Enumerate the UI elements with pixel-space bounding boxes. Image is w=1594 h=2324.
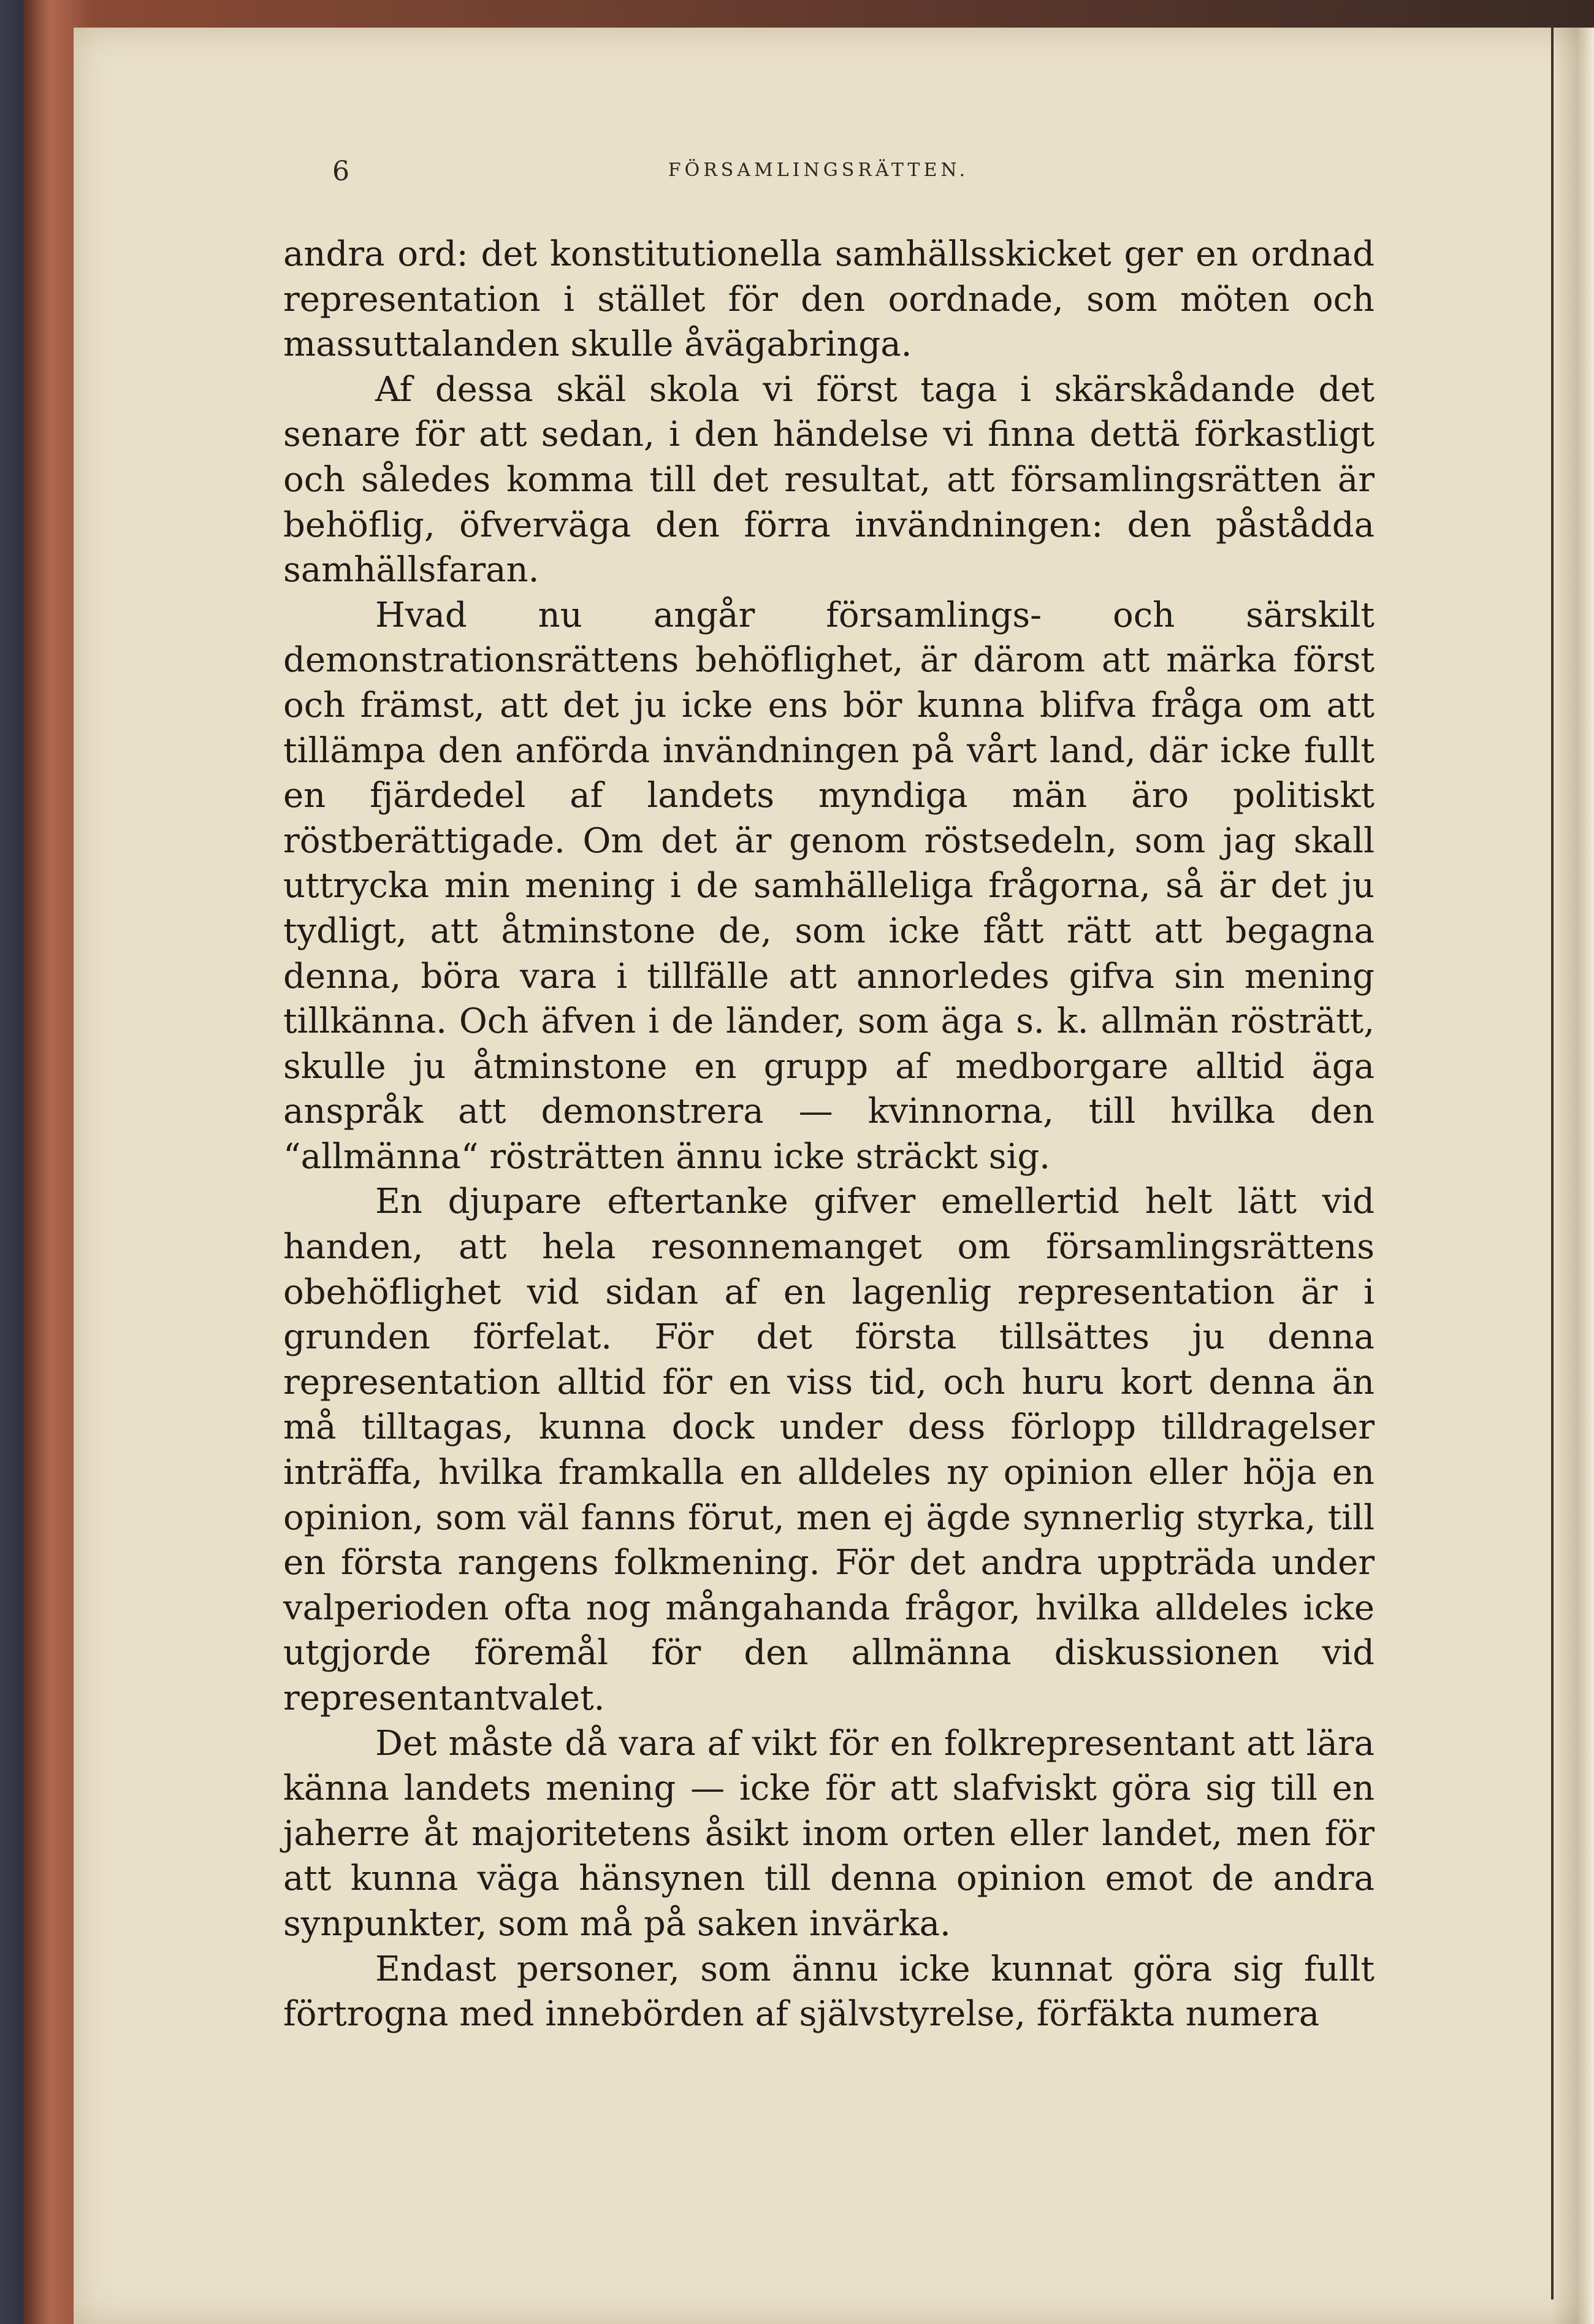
paragraph: Af dessa skäl skola vi först taga i skärskådande det senare för att sedan, i den händelse vi finna dettä förkastligt och således komma till det resultat, att församlingsrätten är behöflig, öfverväga den förra invändningen: den påstådda samhällsfaran. xyxy=(283,369,1375,591)
paragraph: Endast personer, som ännu icke kunnat göra sig fullt förtrogna med innebörden af självstyrelse, förfäkta numera xyxy=(283,1949,1375,2035)
page-body xyxy=(283,232,1375,2037)
paragraph: Hvad nu angår församlings- och särskilt demonstrationsrättens behöflighet, är därom att märka först och främst, att det ju icke ens bör kunna blifva fråga om att tillämpa den anförda invändningen på vårt land, där icke fullt en fjärdedel af landets myndiga män äro politiskt röstberättigade. Om det är genom röstsedeln, som jag skall uttrycka min mening i de samhälleliga frågorna, så är det ju tydligt, att åtminstone de, som icke fått rätt att begagna denna, böra vara i tillfälle att annorledes gifva sin mening tillkänna. Och äfven i de länder, som äga s. k. allmän rösträtt, skulle ju åtminstone en grupp af medborgare alltid äga anspråk att demonstrera — kvinnorna, till hvilka den “allmänna“ rösträtten ännu icke sträckt sig. xyxy=(283,595,1375,1177)
running-title: FÖRSAMLINGSRÄTTEN. xyxy=(668,159,969,181)
page-fold-shadow xyxy=(1551,28,1594,2324)
paragraph: En djupare eftertanke gifver emellertid helt lätt vid handen, att hela resonnemanget om församlingsrättens obehöflighet vid sidan af en lagenlig representation är i grunden förfelat. För det första tillsättes ju denna representation alltid för en viss tid, och huru kort denna än må tilltagas, kunna dock under dess förlopp tilldragelser inträffa, hvilka framkalla en alldeles ny opinion eller höja en opinion, som väl fanns förut, men ej ägde synnerlig styrka, till en första rangens folkmening. För det andra uppträda under valperioden ofta nog mångahanda frågor, hvilka alldeles icke utgjorde föremål för den allmänna diskussionen vid representantvalet. xyxy=(283,1182,1375,1718)
paragraph: andra ord: det konstitutionella samhällsskicket ger en ordnad representation i stället för den oordnade, som möten och massuttalanden skulle åvägabringa. xyxy=(283,234,1375,365)
paragraph: Det måste då vara af vikt för en folkrepresentant att lära känna landets mening — icke för att slafviskt göra sig till en jaherre åt majoritetens åsikt inom orten eller landet, men för att kunna väga hänsynen till denna opinion emot de andra synpunkter, som må på saken invärka. xyxy=(283,1723,1375,1944)
binding-gutter xyxy=(1551,25,1554,2299)
page-number: 6 xyxy=(332,156,349,187)
